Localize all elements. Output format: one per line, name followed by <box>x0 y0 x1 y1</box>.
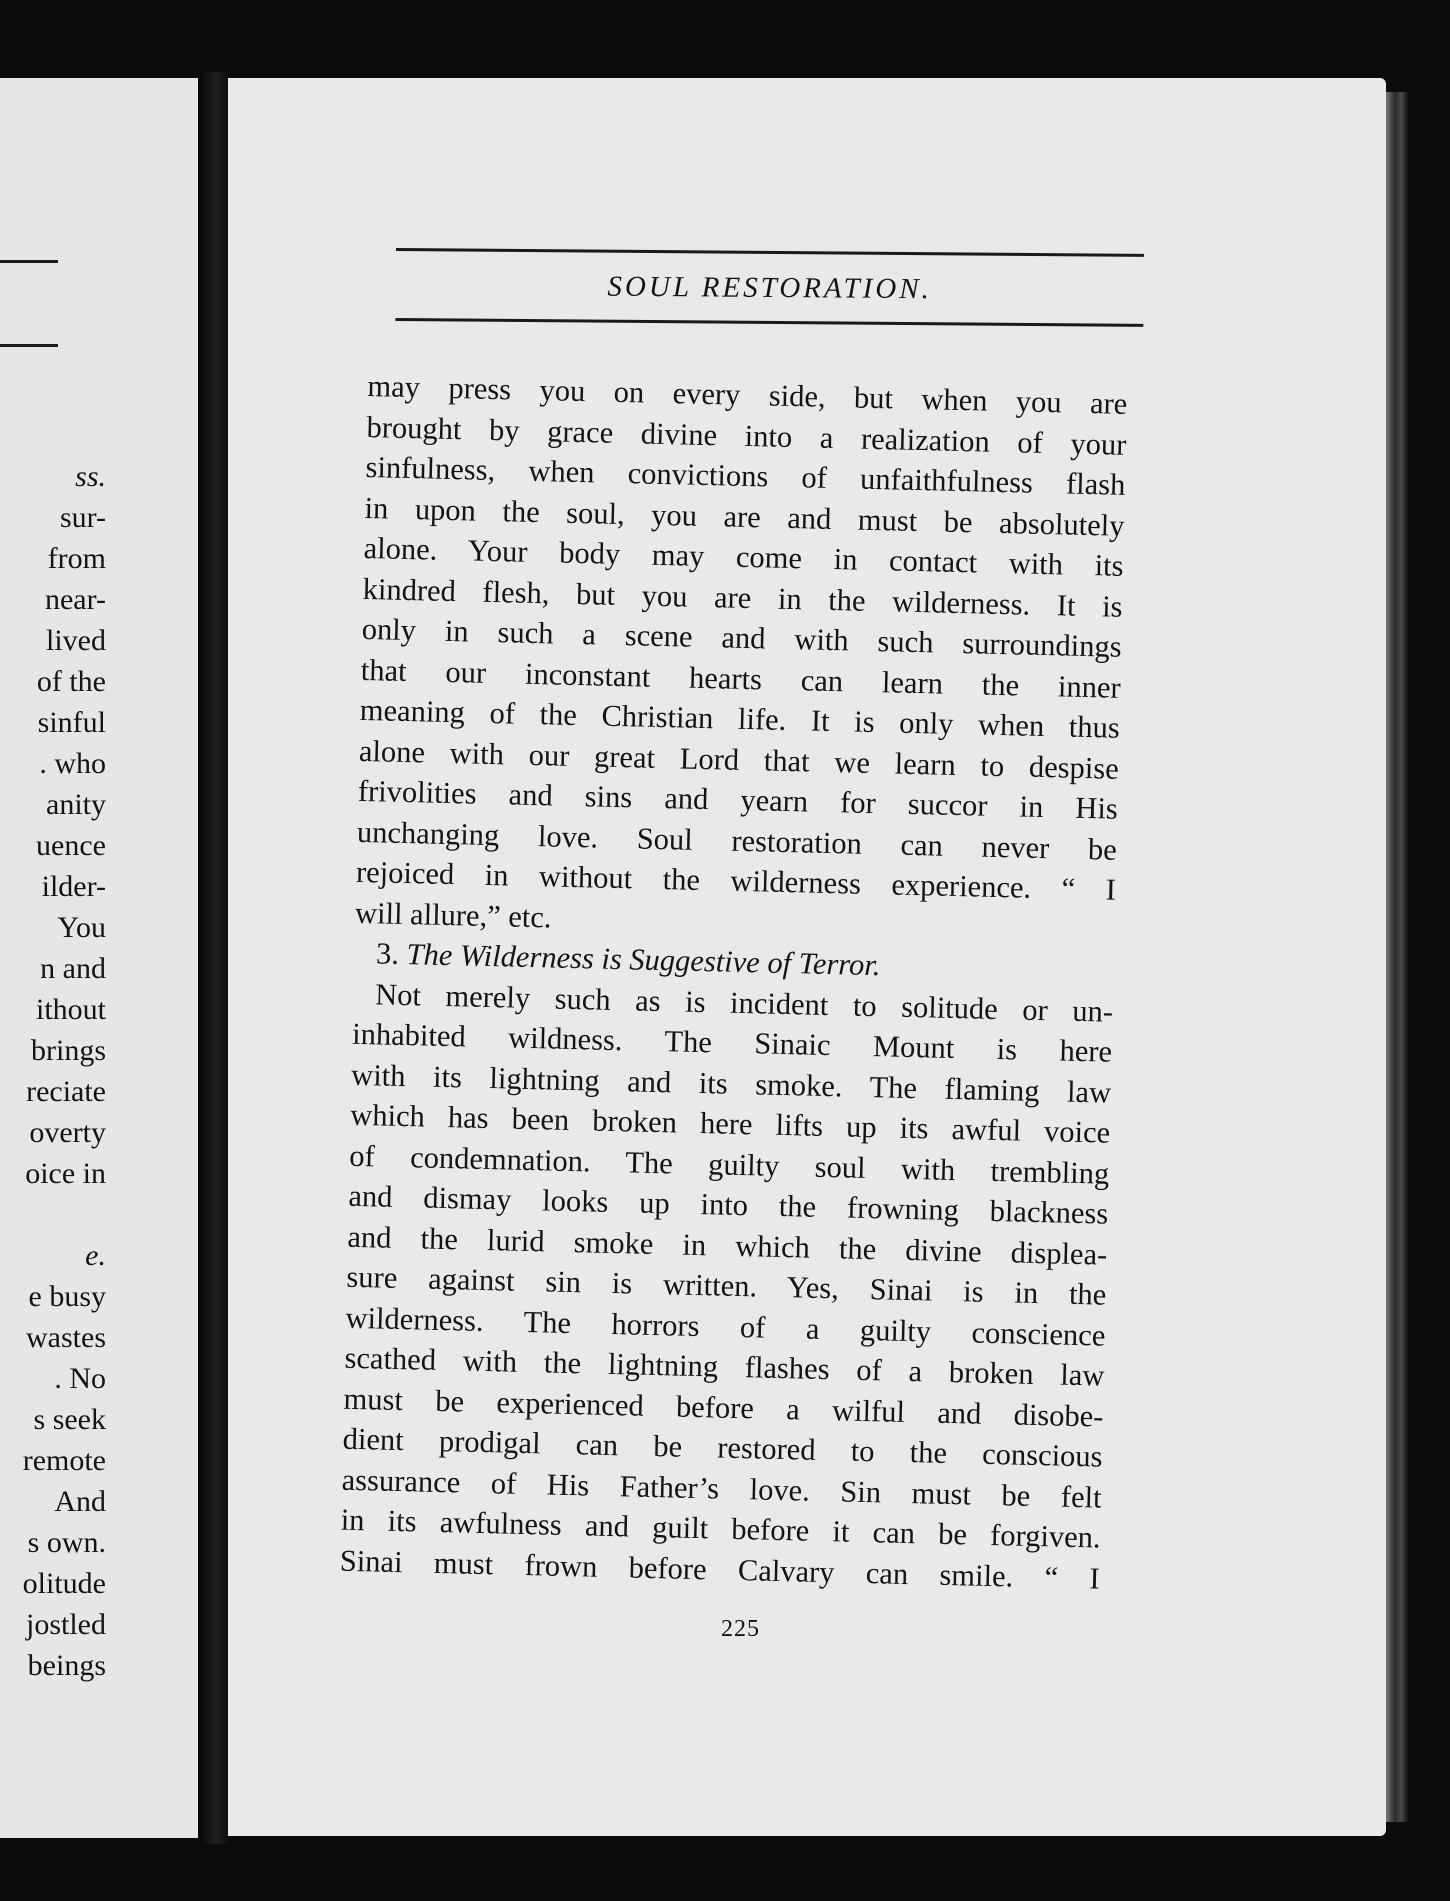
text-line: kindred flesh, but you are in the wilderness. It is <box>362 571 1123 624</box>
text-line: brought by grace divine into a realization of your <box>366 409 1127 462</box>
text-line: Sinai must frown before Calvary can smile. “ I <box>339 1543 1101 1596</box>
page-edge-shadow <box>1386 92 1408 1822</box>
text-line: alone. Your body may come in contact with its <box>363 530 1124 583</box>
text-line: dient prodigal can be restored to the conscious <box>342 1421 1103 1474</box>
left-page-line: n and <box>40 952 106 985</box>
left-page-line: uence <box>36 829 106 862</box>
left-page-line: jostled <box>26 1608 106 1641</box>
left-page-line: from <box>47 542 106 575</box>
left-page-line: e busy <box>28 1280 106 1313</box>
left-page-line: ss. <box>75 460 106 493</box>
text-line: sure against sin is written. Yes, Sinai is in the <box>346 1259 1107 1312</box>
left-page-line <box>0 1194 106 1235</box>
text-line: inhabited wildness. The Sinaic Mount is here <box>351 1016 1113 1069</box>
left-page-line: lived <box>46 624 106 657</box>
text-line: which has been broken here lifts up its awful voice <box>349 1097 1111 1150</box>
text-line: must be experienced before a wilful and disobe- <box>343 1381 1104 1434</box>
left-page-line: reciate <box>26 1075 106 1108</box>
left-page-line: sur- <box>59 501 106 534</box>
text-line: that our inconstant hearts can learn the inner <box>360 652 1122 705</box>
page-body <box>339 366 1127 1599</box>
text-line: alone with our great Lord that we learn to despise <box>358 733 1120 786</box>
section-number: 3. <box>375 936 400 971</box>
text-line: of condemnation. The guilty soul with trembling <box>348 1138 1110 1191</box>
header-rule-bottom <box>395 318 1143 327</box>
left-page-line: near- <box>44 583 106 616</box>
text-line: and the lurid smoke in which the divine displea- <box>347 1219 1108 1272</box>
left-page-line: olitude <box>22 1567 106 1600</box>
left-page-text <box>0 456 106 1686</box>
left-page-line: overty <box>29 1116 106 1149</box>
left-page-line: s own. <box>27 1526 106 1559</box>
text-line: with its lightning and its smoke. The flaming law <box>350 1057 1112 1110</box>
section-title: The Wilderness is Suggestive of Terror. <box>406 937 881 983</box>
paragraph-2 <box>339 973 1113 1598</box>
text-line: sinfulness, when convictions of unfaithfulness flash <box>365 449 1126 502</box>
left-page-line: of the <box>36 665 106 698</box>
header-rule-top <box>396 248 1144 257</box>
left-page-rule-lower <box>0 344 58 347</box>
left-page-line: ilder- <box>41 870 106 903</box>
left-page-line: s seek <box>33 1403 106 1436</box>
text-line: frivolities and sins and yearn for succor in His <box>357 773 1119 826</box>
left-page-line: sinful <box>37 706 106 739</box>
text-line: scathed with the lightning flashes of a broken law <box>344 1340 1105 1393</box>
left-page-line: e. <box>85 1239 106 1272</box>
text-line: only in such a scene and with such surroundings <box>361 611 1122 664</box>
text-line: Not merely such as is incident to solitude or un- <box>374 976 1114 1029</box>
right-page <box>228 78 1386 1836</box>
left-page-rule-upper <box>0 260 58 263</box>
left-page-line: oice in <box>25 1157 106 1190</box>
left-page-line: . No <box>54 1362 106 1395</box>
text-line: and dismay looks up into the frowning blackness <box>348 1178 1109 1231</box>
text-line: will allure,” etc. <box>354 895 552 934</box>
left-page-line: brings <box>31 1034 106 1067</box>
text-line: in its awfulness and guilt before it can be forgiven. <box>340 1502 1102 1555</box>
left-page-line: And <box>54 1485 106 1518</box>
text-line: assurance of His Father’s love. Sin must be felt <box>341 1462 1102 1515</box>
text-line: unchanging love. Soul restoration can never be <box>356 814 1118 867</box>
book-spine <box>198 72 228 1844</box>
left-page-line: . who <box>39 747 106 780</box>
left-page-line: remote <box>22 1444 106 1477</box>
paragraph-1 <box>355 366 1128 951</box>
running-title: SOUL RESTORATION. <box>607 270 933 306</box>
page-number: 225 <box>721 1616 760 1642</box>
text-line: may press you on every side, but when you are <box>367 368 1128 421</box>
left-page-line: ithout <box>35 993 106 1026</box>
text-line: wilderness. The horrors of a guilty conscience <box>345 1300 1106 1353</box>
running-header <box>395 248 1144 327</box>
left-page-line: wastes <box>26 1321 106 1354</box>
left-page-line: You <box>57 911 106 944</box>
text-line: in upon the soul, you are and must be absolutely <box>364 490 1125 543</box>
left-page-line: anity <box>46 788 106 821</box>
left-page-fragment <box>0 78 198 1838</box>
text-line: meaning of the Christian life. It is only when thus <box>359 692 1121 745</box>
left-page-line: beings <box>27 1649 106 1682</box>
text-line: rejoiced in without the wilderness experience. “ I <box>355 854 1117 907</box>
